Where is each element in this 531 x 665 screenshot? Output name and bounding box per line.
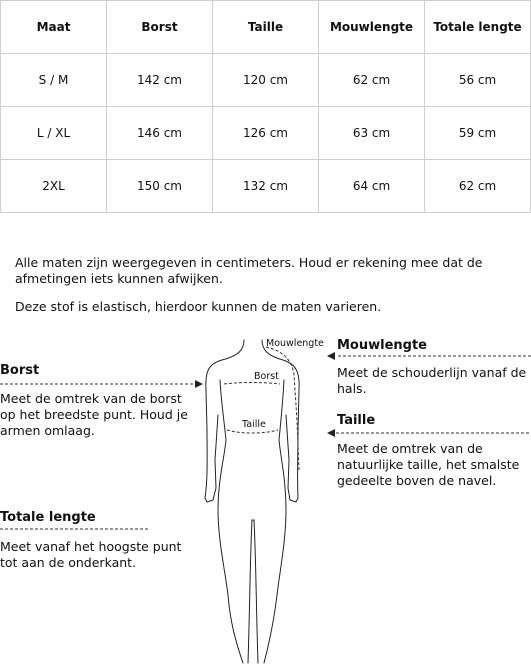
cell-maat: S / M bbox=[1, 54, 107, 107]
cell-mouwlengte: 63 cm bbox=[319, 107, 425, 160]
figure-label-taille: Taille bbox=[242, 419, 266, 430]
cell-taille: 120 cm bbox=[213, 54, 319, 107]
size-table bbox=[0, 0, 531, 213]
chest-guide bbox=[224, 383, 280, 385]
measurement-note: Alle maten zijn weergegeven in centimeters. Houd er rekening mee dat de afmetingen iets kunnen afwijken. bbox=[15, 255, 483, 286]
borst-arrow-icon bbox=[195, 380, 203, 388]
mouwlengte-arrow-icon bbox=[327, 352, 335, 360]
cell-totale-lengte: 62 cm bbox=[425, 160, 531, 213]
cell-maat: L / XL bbox=[1, 107, 107, 160]
table-row bbox=[1, 54, 531, 107]
taille-arrow-icon bbox=[327, 429, 335, 437]
header-taille: Taille bbox=[213, 1, 319, 54]
header-maat: Maat bbox=[1, 1, 107, 54]
taille-description: Meet de omtrek van de natuurlijke taille, het smalste gedeelte boven de navel. bbox=[337, 441, 520, 488]
table-row bbox=[1, 160, 531, 213]
totale-lengte-heading: Totale lengte bbox=[0, 510, 96, 525]
borst-description: Meet de omtrek van de borst op het breedste punt. Houd je armen omlaag. bbox=[0, 391, 188, 438]
cell-taille: 126 cm bbox=[213, 107, 319, 160]
header-mouwlengte: Mouwlengte bbox=[319, 1, 425, 54]
taille-heading: Taille bbox=[337, 413, 376, 428]
body-silhouette bbox=[205, 340, 299, 663]
sleeve-length-guide bbox=[266, 347, 299, 470]
header-totale-lengte: Totale lengte bbox=[425, 1, 531, 54]
borst-heading: Borst bbox=[0, 363, 40, 378]
table-header-row bbox=[1, 1, 531, 54]
cell-borst: 150 cm bbox=[107, 160, 213, 213]
size-guide-figure bbox=[0, 320, 531, 665]
table-row bbox=[1, 107, 531, 160]
figure-label-mouwlengte: Mouwlengte bbox=[266, 338, 324, 349]
waist-guide bbox=[227, 430, 278, 433]
cell-mouwlengte: 64 cm bbox=[319, 160, 425, 213]
cell-mouwlengte: 62 cm bbox=[319, 54, 425, 107]
cell-totale-lengte: 59 cm bbox=[425, 107, 531, 160]
figure-label-borst: Borst bbox=[254, 371, 279, 382]
cell-totale-lengte: 56 cm bbox=[425, 54, 531, 107]
mouwlengte-description: Meet de schouderlijn vanaf de hals. bbox=[337, 365, 527, 396]
cell-borst: 142 cm bbox=[107, 54, 213, 107]
stretch-note: Deze stof is elastisch, hierdoor kunnen de maten varieren. bbox=[15, 299, 382, 314]
header-borst: Borst bbox=[107, 1, 213, 54]
totale-lengte-description: Meet vanaf het hoogste punt tot aan de onderkant. bbox=[0, 539, 182, 570]
cell-borst: 146 cm bbox=[107, 107, 213, 160]
mouwlengte-heading: Mouwlengte bbox=[337, 338, 427, 353]
cell-maat: 2XL bbox=[1, 160, 107, 213]
cell-taille: 132 cm bbox=[213, 160, 319, 213]
